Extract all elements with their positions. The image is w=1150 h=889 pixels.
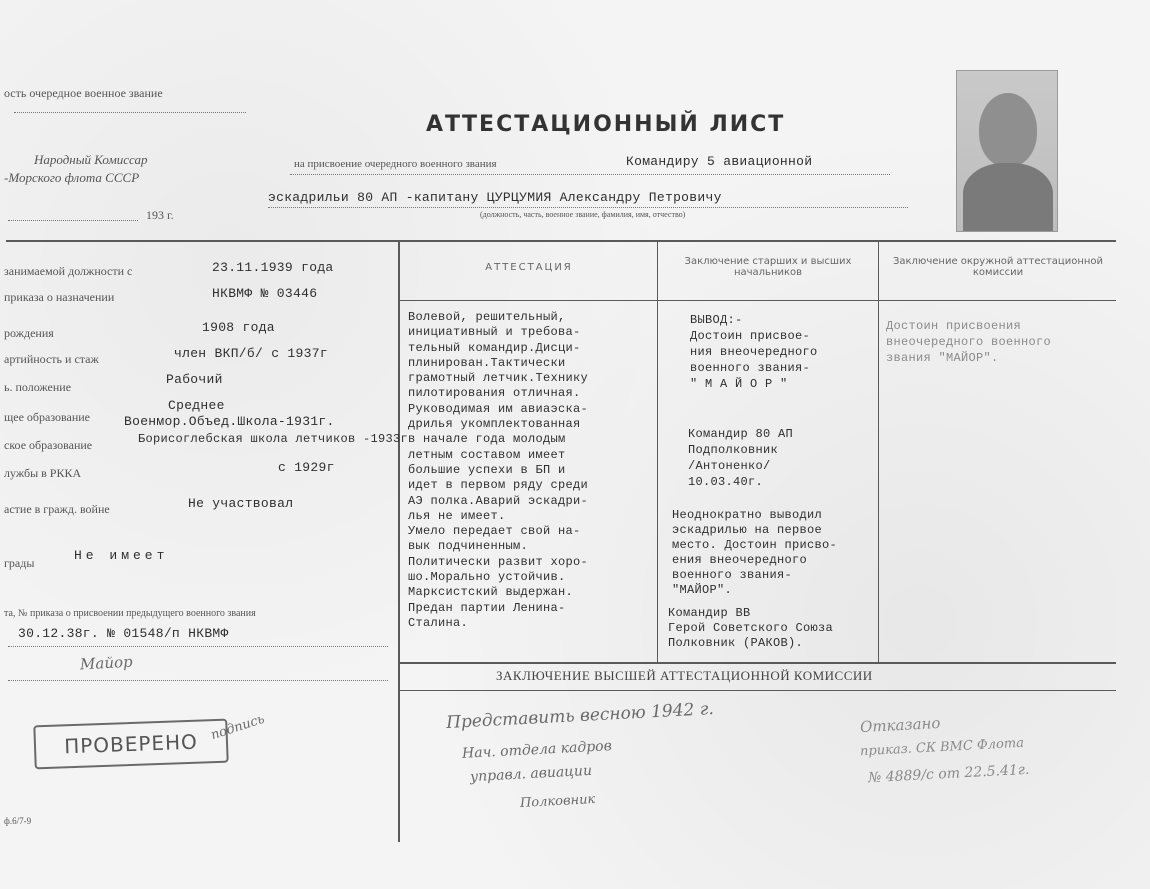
header-org-1: Народный Комиссар <box>34 152 148 167</box>
hand-refuse-3: № 4889/c от 22.5.41г. <box>867 761 1030 787</box>
subtitle-typed: Командиру 5 авиационной <box>626 154 813 169</box>
field-value: с 1929г <box>278 460 335 475</box>
attestation-text: Волевой, решительный, инициативный и требова- тельный командир.Дисци- плинирован.Тактически грамотный летчик.Технику пилотирования отличная. Руководимая им авиаэска- дрилья укомплектованная в начале года молодым летным составом имеет большие успехи в БП и идет в первом ряду среди АЭ полка.Аварий эскадри- лья не имеет. Умело передает свой на- вык подчиненным. Политически развит хоро- шо.Морально устойчив. Марксистский выдержан. Предан партии Ленина- Сталина. <box>408 310 589 630</box>
field-label: ское образование <box>4 438 93 452</box>
field-value: НКВМФ № 03446 <box>212 286 318 301</box>
column-district: Заключение окружной аттестационной комиссии <box>892 256 1104 278</box>
field-label: грады <box>4 556 35 570</box>
subtitle-prefix: на присвоение очередного военного звания <box>294 158 497 170</box>
field-label: приказа о назначении <box>4 290 115 304</box>
photo-head <box>979 93 1037 167</box>
line2-caption: (должность, часть, военное звание, фамилия, имя, отчество) <box>480 210 686 219</box>
table-head-rule <box>400 300 1116 301</box>
line2-typed: эскадрильи 80 АП -капитану ЦУРЦУМИЯ Александру Петровичу <box>268 190 722 205</box>
field-value: Рабочий <box>166 372 223 387</box>
table-col-divider <box>398 242 400 842</box>
table-top-rule <box>6 240 1116 242</box>
dotted-line <box>8 680 388 681</box>
seniors-signature-1: Командир 80 АП Подполковник /Антоненко/ 10.03.40г. <box>688 427 794 489</box>
field-value: 1908 года <box>202 320 275 335</box>
column-seniors: Заключение старших и высших начальников <box>684 256 852 278</box>
stamp-signature: подпись <box>209 711 267 744</box>
table-col-divider <box>657 242 658 662</box>
header-year: 193 г. <box>146 208 174 222</box>
field-value: Борисоглебская школа летчиков -1933г <box>138 432 409 446</box>
field-label: занимаемой должности с <box>4 264 133 278</box>
hand-dept-2: управл. авиации <box>469 762 593 786</box>
dotted-line <box>290 174 890 175</box>
hand-present: Представить весною 1942 г. <box>445 699 715 733</box>
district-conclusion: Достоин присвоения внеочередного военного звания "МАЙОР". <box>886 319 1052 365</box>
handwritten-rank: Майор <box>79 652 134 674</box>
higher-commission-top-rule <box>400 662 1116 664</box>
dotted-line <box>14 112 246 113</box>
field-value: Среднее <box>168 398 225 413</box>
field-value: 30.12.38г. № 01548/п НКВМФ <box>18 626 229 641</box>
hand-refuse-2: приказ. СК ВМС Флота <box>859 735 1025 760</box>
column-attestation: АТТЕСТАЦИЯ <box>485 262 573 273</box>
table-col-divider <box>878 242 879 662</box>
hand-dept-3: Полковник <box>519 792 596 811</box>
field-value: Не участвовал <box>188 496 294 511</box>
dotted-line <box>8 646 388 647</box>
field-label: лужбы в РККА <box>4 466 82 480</box>
higher-commission-title: ЗАКЛЮЧЕНИЕ ВЫСШЕЙ АТТЕСТАЦИОННОЙ КОМИССИИ <box>496 668 873 683</box>
field-label: астие в гражд. войне <box>4 502 110 516</box>
form-code: ф.6/7-9 <box>4 816 32 826</box>
seniors-conclusion-1: ВЫВОД:- Достоин присвое- ния внеочередного военного звания- " М А Й О Р " <box>690 313 818 391</box>
seniors-signature-2: Командир ВВ Герой Советского Союза Полковник (РАКОВ). <box>668 606 834 650</box>
seniors-conclusion-2: Неоднократно выводил эскадрилью на первое место. Достоин присво- ения внеочередного военного звания- "МАЙОР". <box>672 508 838 597</box>
field-value: Не имеет <box>74 548 169 563</box>
field-label: щее образование <box>4 410 90 424</box>
document-title: АТТЕСТАЦИОННЫЙ ЛИСТ <box>426 112 786 137</box>
dotted-line <box>8 220 138 221</box>
field-value: Военмор.Объед.Школа-1931г. <box>124 414 335 429</box>
field-label: артийность и стаж <box>4 352 99 366</box>
dotted-line <box>268 207 908 208</box>
photo-body <box>963 163 1053 231</box>
field-label: ь. положение <box>4 380 72 394</box>
field-label: рождения <box>4 326 54 340</box>
hand-refuse-1: Отказано <box>859 713 941 737</box>
portrait-photo <box>956 70 1058 232</box>
header-left-top: ость очередное военное звание <box>4 86 163 100</box>
header-org-2: -Морского флота СССР <box>4 170 140 185</box>
higher-commission-head-rule <box>400 690 1116 691</box>
field-label: та, № приказа о присвоении предыдущего военного звания <box>4 608 256 619</box>
hand-dept-1: Нач. отдела кадров <box>461 738 613 762</box>
verified-stamp: ПРОВЕРЕНО <box>33 719 228 770</box>
field-value: член ВКП/б/ с 1937г <box>174 346 328 361</box>
field-value: 23.11.1939 года <box>212 260 334 275</box>
